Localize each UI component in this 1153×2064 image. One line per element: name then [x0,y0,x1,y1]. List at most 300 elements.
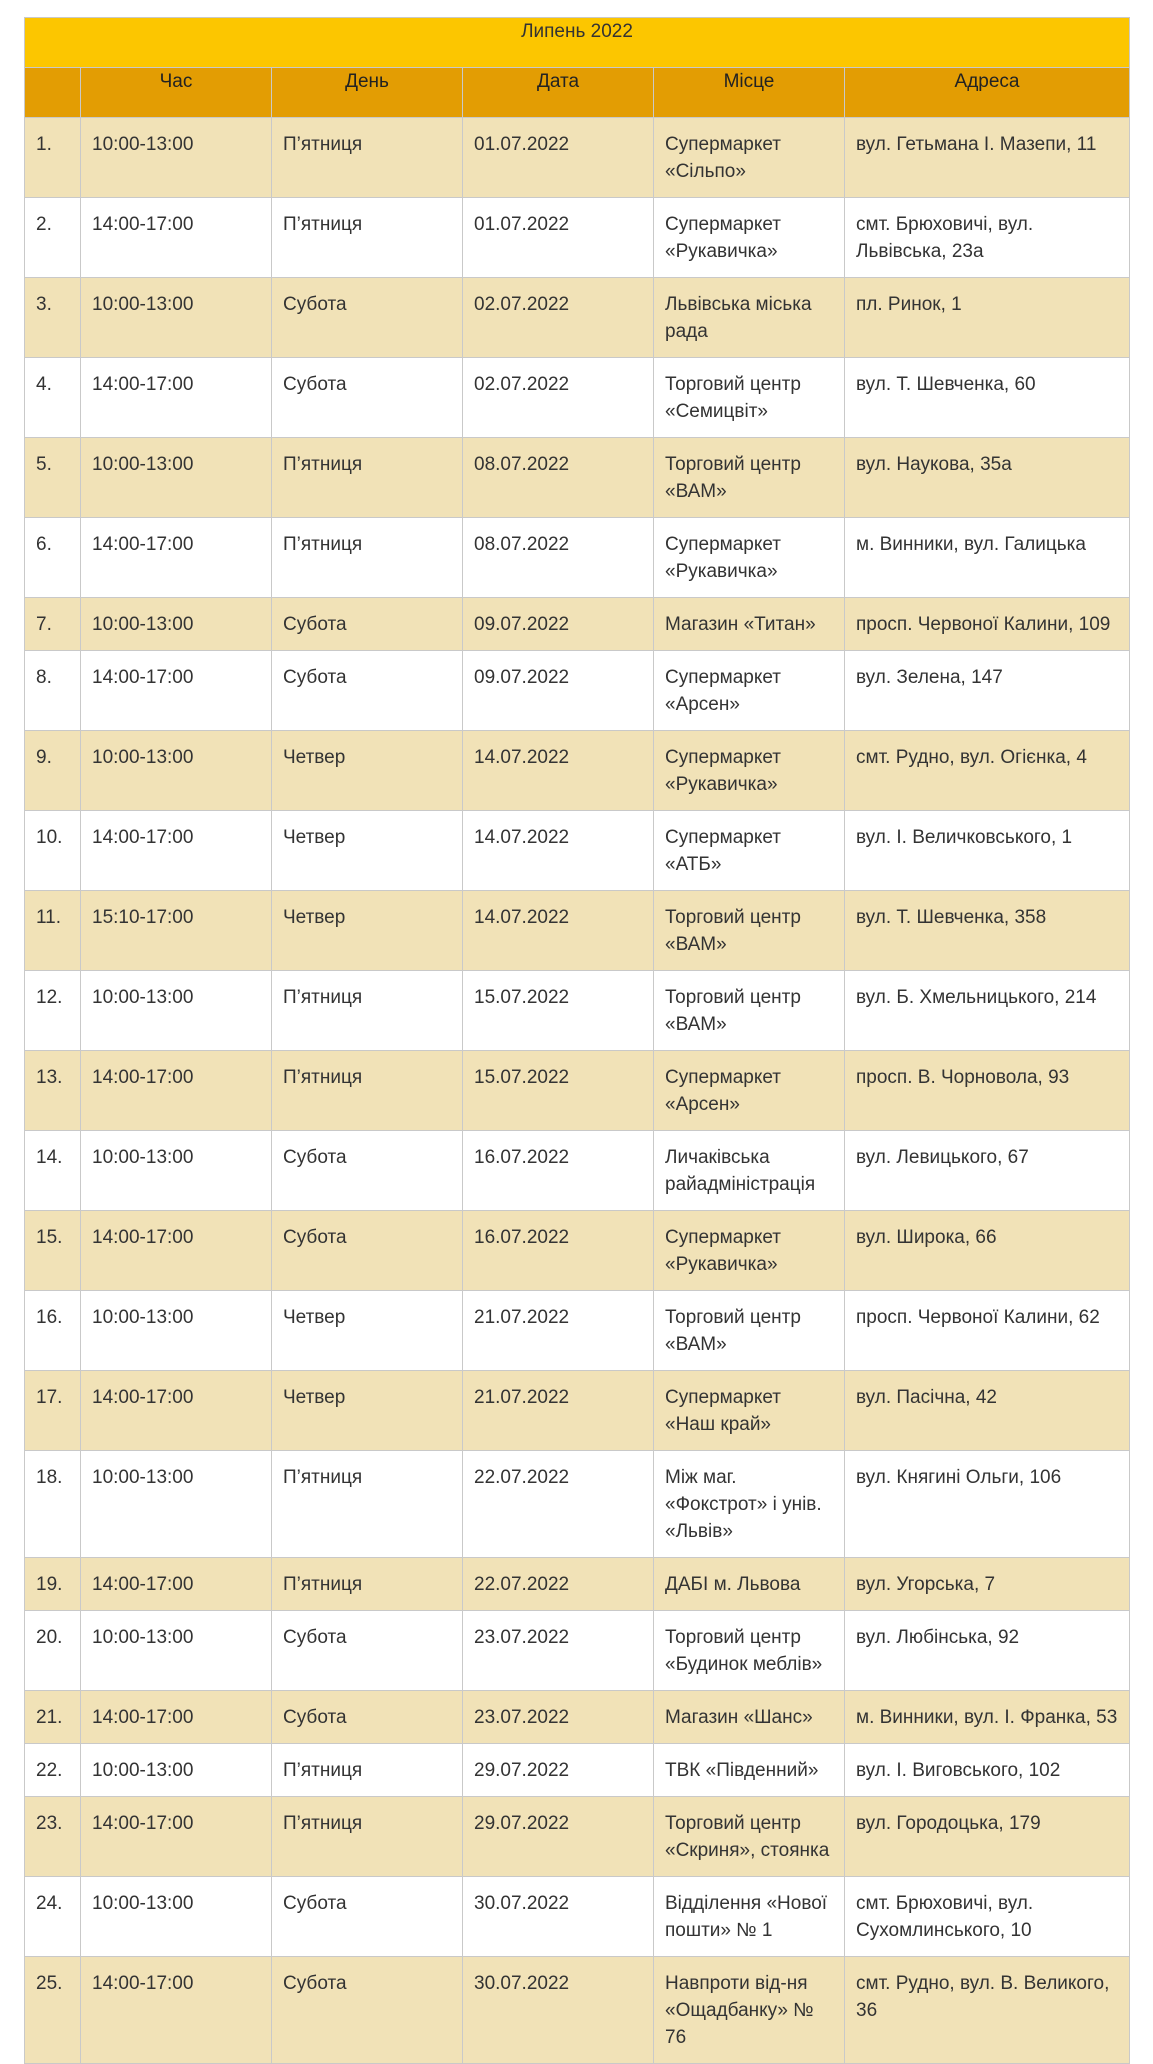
row-time: 10:00-13:00 [92,1627,194,1648]
row-date-cell [463,1691,654,1744]
table-row [25,198,1130,278]
row-date: 30.07.2022 [474,1893,570,1914]
row-day-cell [272,1451,463,1558]
row-number-cell [25,438,81,518]
row-place: Супермаркет «Рукавичка» [665,1227,782,1275]
row-date-cell [463,1611,654,1691]
row-place-cell [654,1744,845,1797]
row-number-cell [25,518,81,598]
row-date: 22.07.2022 [474,1574,570,1595]
row-address: м. Винники, вул. Галицька [856,534,1086,555]
row-place-cell [654,598,845,651]
row-number-cell [25,1611,81,1691]
row-day: П’ятниця [283,1467,363,1488]
row-day-cell [272,811,463,891]
row-place: Супермаркет «Сільпо» [665,134,782,182]
row-place: Магазин «Титан» [665,614,816,635]
row-day: Субота [283,1227,347,1248]
row-address-cell [845,1691,1130,1744]
row-time-cell [81,198,272,278]
row-address-cell [845,1371,1130,1451]
row-address: вул. І. Виговського, 102 [856,1760,1061,1781]
row-number-cell [25,1451,81,1558]
row-place: Торговий центр «Семицвіт» [665,374,801,422]
row-time-cell [81,1371,272,1451]
header-address: Адреса [845,68,1130,118]
row-date-cell [463,1744,654,1797]
row-time: 10:00-13:00 [92,294,194,315]
row-date-cell [463,1797,654,1877]
table-row [25,1957,1130,2064]
row-date-cell [463,358,654,438]
row-date: 21.07.2022 [474,1307,570,1328]
row-number-cell [25,1744,81,1797]
row-address-cell [845,1611,1130,1691]
row-date-cell [463,1051,654,1131]
row-place: Супермаркет «Рукавичка» [665,747,782,795]
row-place: Супермаркет «АТБ» [665,827,782,875]
row-place-cell [654,811,845,891]
row-day-cell [272,1957,463,2064]
row-number: 7. [36,614,52,635]
row-number-cell [25,811,81,891]
header-day: День [272,68,463,118]
row-time-cell [81,1051,272,1131]
row-address-cell [845,1051,1130,1131]
row-place: ТВК «Південний» [665,1760,819,1781]
row-place: Торговий центр «Скриня», стоянка [665,1813,830,1861]
row-address: вул. Городоцька, 179 [856,1813,1041,1834]
row-day-cell [272,438,463,518]
table-row [25,598,1130,651]
row-place-cell [654,1051,845,1131]
row-time-cell [81,518,272,598]
row-address: вул. Княгині Ольги, 106 [856,1467,1062,1488]
table-row [25,1797,1130,1877]
row-place-cell [654,438,845,518]
row-time-cell [81,1291,272,1371]
row-address-cell [845,518,1130,598]
row-place: Торговий центр «ВАМ» [665,907,801,955]
row-date: 30.07.2022 [474,1973,570,1994]
row-address-cell [845,1291,1130,1371]
row-time-cell [81,598,272,651]
row-address-cell [845,358,1130,438]
table-row [25,1371,1130,1451]
row-place: Між маг. «Фокстрот» і унів. «Львів» [665,1467,822,1542]
row-date-cell [463,1131,654,1211]
row-number: 25. [36,1973,63,1994]
row-date-cell [463,1451,654,1558]
row-day-cell [272,1691,463,1744]
row-address-cell [845,1211,1130,1291]
row-date-cell [463,518,654,598]
row-number: 11. [36,907,62,928]
schedule-container [24,17,1129,2064]
row-place-cell [654,1957,845,2064]
row-time: 14:00-17:00 [92,1813,194,1834]
row-date-cell [463,1877,654,1957]
table-header-row [25,68,1130,118]
row-date: 01.07.2022 [474,134,570,155]
row-day-cell [272,1744,463,1797]
row-address-cell [845,438,1130,518]
row-number-cell [25,1131,81,1211]
row-time: 14:00-17:00 [92,214,194,235]
row-time-cell [81,1558,272,1611]
row-time-cell [81,358,272,438]
row-time: 14:00-17:00 [92,1067,194,1088]
row-day: П’ятниця [283,134,363,155]
row-number-cell [25,598,81,651]
row-day-cell [272,358,463,438]
row-day: Четвер [283,1307,346,1328]
row-date-cell [463,198,654,278]
row-place: Відділення «Нової пошти» № 1 [665,1893,828,1941]
row-place: Торговий центр «Будинок меблів» [665,1627,823,1675]
row-date: 14.07.2022 [474,747,570,768]
table-row [25,731,1130,811]
row-number: 16. [36,1307,63,1328]
row-address: вул. Угорська, 7 [856,1574,996,1595]
row-number-cell [25,1051,81,1131]
row-number: 21. [36,1707,63,1728]
row-date: 29.07.2022 [474,1760,570,1781]
header-place: Місце [654,68,845,118]
row-place-cell [654,118,845,198]
row-place: Торговий центр «ВАМ» [665,454,801,502]
row-place-cell [654,1691,845,1744]
row-address-cell [845,651,1130,731]
row-day-cell [272,1051,463,1131]
row-place: Торговий центр «ВАМ» [665,1307,801,1355]
row-day-cell [272,1558,463,1611]
table-title: Липень 2022 [25,18,1130,68]
row-time: 14:00-17:00 [92,374,194,395]
row-date: 21.07.2022 [474,1387,570,1408]
row-number: 20. [36,1627,63,1648]
row-date: 23.07.2022 [474,1707,570,1728]
row-number-cell [25,358,81,438]
row-address: вул. Широка, 66 [856,1227,997,1248]
row-address-cell [845,891,1130,971]
row-place: Супермаркет «Наш край» [665,1387,782,1435]
row-address: вул. Б. Хмельницького, 214 [856,987,1097,1008]
table-row [25,1611,1130,1691]
row-address: м. Винники, вул. І. Франка, 53 [856,1707,1118,1728]
header-number [25,68,81,118]
row-day-cell [272,971,463,1051]
row-number: 4. [36,374,52,395]
row-day: П’ятниця [283,214,363,235]
table-row [25,1691,1130,1744]
row-time: 10:00-13:00 [92,1893,194,1914]
row-date-cell [463,651,654,731]
row-time-cell [81,811,272,891]
table-title-row [25,18,1130,68]
row-day-cell [272,278,463,358]
row-address: смт. Брюховичі, вул. Львівська, 23а [856,214,1034,262]
row-date: 29.07.2022 [474,1813,570,1834]
row-number-cell [25,1291,81,1371]
row-number: 19. [36,1574,63,1595]
row-number: 18. [36,1467,63,1488]
row-date: 01.07.2022 [474,214,570,235]
row-time: 14:00-17:00 [92,1227,194,1248]
row-time-cell [81,1611,272,1691]
row-time-cell [81,1131,272,1211]
table-row [25,438,1130,518]
row-time-cell [81,1691,272,1744]
row-time-cell [81,1211,272,1291]
row-address: вул. Любінська, 92 [856,1627,1020,1648]
table-row [25,278,1130,358]
row-address-cell [845,1877,1130,1957]
row-number-cell [25,1797,81,1877]
row-address: просп. Червоної Калини, 109 [856,614,1111,635]
table-row [25,1051,1130,1131]
row-day: Субота [283,294,347,315]
row-place: Супермаркет «Рукавичка» [665,534,782,582]
row-place-cell [654,278,845,358]
row-day-cell [272,1797,463,1877]
row-address-cell [845,1957,1130,2064]
row-date: 08.07.2022 [474,454,570,475]
row-date: 15.07.2022 [474,987,570,1008]
row-day-cell [272,1131,463,1211]
row-time: 10:00-13:00 [92,1760,194,1781]
row-address: вул. Т. Шевченка, 60 [856,374,1036,395]
row-address: вул. Гетьмана І. Мазепи, 11 [856,134,1097,155]
row-address: просп. В. Чорновола, 93 [856,1067,1070,1088]
row-place-cell [654,651,845,731]
row-address: вул. Левицького, 67 [856,1147,1029,1168]
row-time: 14:00-17:00 [92,1387,194,1408]
row-number-cell [25,118,81,198]
row-number: 6. [36,534,52,555]
row-number-cell [25,278,81,358]
row-day-cell [272,598,463,651]
header-time: Час [81,68,272,118]
row-date-cell [463,1558,654,1611]
row-number-cell [25,1211,81,1291]
row-place-cell [654,1558,845,1611]
row-day-cell [272,1611,463,1691]
row-place-cell [654,971,845,1051]
row-address-cell [845,1797,1130,1877]
row-time: 10:00-13:00 [92,1467,194,1488]
row-address-cell [845,598,1130,651]
row-address-cell [845,278,1130,358]
row-date-cell [463,598,654,651]
row-day-cell [272,118,463,198]
row-place: Личаківська райадміністрація [665,1147,816,1195]
row-date: 09.07.2022 [474,667,570,688]
row-date: 23.07.2022 [474,1627,570,1648]
row-date: 02.07.2022 [474,294,570,315]
row-date-cell [463,118,654,198]
row-date-cell [463,891,654,971]
row-place-cell [654,518,845,598]
row-time: 10:00-13:00 [92,1147,194,1168]
row-day: Четвер [283,907,346,928]
table-row [25,891,1130,971]
row-number: 13. [36,1067,63,1088]
row-date-cell [463,971,654,1051]
row-address-cell [845,118,1130,198]
table-row [25,971,1130,1051]
row-day: Субота [283,1973,347,1994]
table-row [25,1291,1130,1371]
row-time-cell [81,891,272,971]
row-day: Субота [283,1147,347,1168]
row-place-cell [654,1371,845,1451]
row-number: 10. [36,827,63,848]
row-number-cell [25,1558,81,1611]
row-place-cell [654,1211,845,1291]
row-address-cell [845,731,1130,811]
row-place-cell [654,1877,845,1957]
row-day: Четвер [283,827,346,848]
row-date-cell [463,1371,654,1451]
row-time: 10:00-13:00 [92,987,194,1008]
schedule-table [24,17,1130,2064]
row-address-cell [845,1558,1130,1611]
row-number: 1. [36,134,52,155]
row-day: П’ятниця [283,1574,363,1595]
row-time: 10:00-13:00 [92,1307,194,1328]
row-day-cell [272,1877,463,1957]
row-place-cell [654,358,845,438]
row-time-cell [81,438,272,518]
row-time: 10:00-13:00 [92,747,194,768]
row-number-cell [25,731,81,811]
row-number: 14. [36,1147,63,1168]
row-day-cell [272,198,463,278]
row-day: Субота [283,1627,347,1648]
row-time: 14:00-17:00 [92,1973,194,1994]
row-day: Четвер [283,747,346,768]
row-day-cell [272,1371,463,1451]
table-body [25,118,1130,2064]
row-time: 14:00-17:00 [92,827,194,848]
row-place: Торговий центр «ВАМ» [665,987,801,1035]
row-date: 16.07.2022 [474,1147,570,1168]
row-number: 23. [36,1813,63,1834]
row-number-cell [25,891,81,971]
row-date: 08.07.2022 [474,534,570,555]
row-time: 10:00-13:00 [92,134,194,155]
row-day: П’ятниця [283,1813,363,1834]
row-day: Четвер [283,1387,346,1408]
table-row [25,1451,1130,1558]
row-place-cell [654,1291,845,1371]
row-place: Супермаркет «Арсен» [665,667,782,715]
row-place-cell [654,891,845,971]
table-row [25,1211,1130,1291]
row-place: Навпроти від-ня «Ощадбанку» № 76 [665,1973,814,2048]
row-time-cell [81,1957,272,2064]
row-number-cell [25,198,81,278]
row-time-cell [81,118,272,198]
row-address-cell [845,1451,1130,1558]
row-date: 09.07.2022 [474,614,570,635]
table-row [25,811,1130,891]
row-date: 02.07.2022 [474,374,570,395]
table-row [25,651,1130,731]
row-number-cell [25,651,81,731]
row-place: ДАБІ м. Львова [665,1574,801,1595]
row-address: вул. Т. Шевченка, 358 [856,907,1047,928]
row-place: Супермаркет «Рукавичка» [665,214,782,262]
row-number: 8. [36,667,52,688]
row-day-cell [272,731,463,811]
row-place: Магазин «Шанс» [665,1707,813,1728]
row-time: 14:00-17:00 [92,667,194,688]
row-address: вул. Наукова, 35а [856,454,1012,475]
row-time-cell [81,1877,272,1957]
row-time: 10:00-13:00 [92,454,194,475]
row-date-cell [463,1291,654,1371]
row-address-cell [845,198,1130,278]
row-place-cell [654,198,845,278]
row-date: 15.07.2022 [474,1067,570,1088]
row-date: 14.07.2022 [474,907,570,928]
row-time-cell [81,1451,272,1558]
row-address: смт. Рудно, вул. В. Великого, 36 [856,1973,1110,2021]
row-place-cell [654,731,845,811]
row-address: вул. І. Величковського, 1 [856,827,1073,848]
row-date-cell [463,438,654,518]
row-time-cell [81,1797,272,1877]
table-row [25,1744,1130,1797]
row-day: П’ятниця [283,1067,363,1088]
row-place-cell [654,1451,845,1558]
table-row [25,518,1130,598]
table-row [25,1877,1130,1957]
row-day: П’ятниця [283,454,363,475]
row-place-cell [654,1797,845,1877]
row-number-cell [25,1691,81,1744]
row-address: смт. Брюховичі, вул. Сухомлинського, 10 [856,1893,1034,1941]
row-number: 22. [36,1760,63,1781]
row-address: пл. Ринок, 1 [856,294,962,315]
row-address-cell [845,1744,1130,1797]
row-time: 15:10-17:00 [92,907,194,928]
row-address: вул. Пасічна, 42 [856,1387,997,1408]
row-day-cell [272,651,463,731]
row-number: 3. [36,294,52,315]
row-day: Субота [283,1707,347,1728]
row-day-cell [272,1291,463,1371]
row-date: 16.07.2022 [474,1227,570,1248]
row-day-cell [272,518,463,598]
row-date-cell [463,731,654,811]
row-day: Субота [283,1893,347,1914]
row-number: 12. [36,987,63,1008]
row-number: 9. [36,747,52,768]
row-day: П’ятниця [283,534,363,555]
row-date-cell [463,1957,654,2064]
row-time: 14:00-17:00 [92,1707,194,1728]
row-time-cell [81,731,272,811]
row-address-cell [845,971,1130,1051]
row-number: 15. [36,1227,63,1248]
row-day: П’ятниця [283,1760,363,1781]
row-day: П’ятниця [283,987,363,1008]
row-number-cell [25,1371,81,1451]
row-time: 10:00-13:00 [92,614,194,635]
